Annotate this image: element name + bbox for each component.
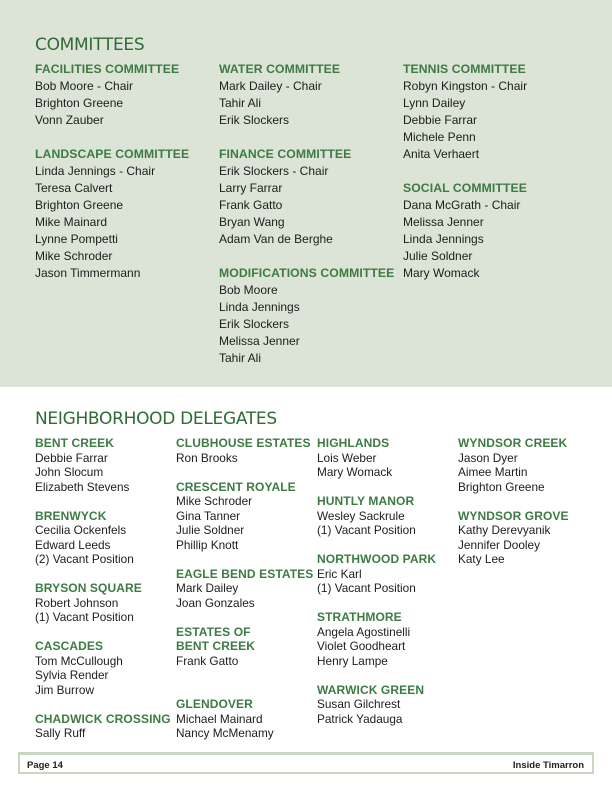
committee-member: Michele Penn <box>403 130 476 144</box>
committee-name: MODIFICATIONS COMMITTEE <box>219 266 395 280</box>
committee-group <box>219 146 394 248</box>
delegate-name: Nancy McMenamy <box>176 726 274 740</box>
committee-group <box>403 180 527 282</box>
committee-group <box>219 265 394 367</box>
neighborhood-group <box>458 509 569 567</box>
committees-column-3 <box>403 61 527 282</box>
delegate-name: Edward Leeds <box>35 537 111 552</box>
delegate-name: Jim Burrow <box>35 682 94 697</box>
committee-member: Lynne Pompetti <box>35 232 118 246</box>
committee-member: Mark Dailey - Chair <box>219 79 322 93</box>
neighborhood-name: WYNDSOR CREEK <box>458 436 568 450</box>
delegate-name: Violet Goodheart <box>317 639 406 653</box>
neighborhood-name: STRATHMORE <box>317 610 402 624</box>
neighborhood-name: BRYSON SQUARE <box>35 581 142 595</box>
committee-name: LANDSCAPE COMMITTEE <box>35 147 190 161</box>
delegate-name: Kathy Derevyanik <box>458 523 551 537</box>
committee-member: Larry Farrar <box>219 181 283 195</box>
committee-member: Bob Moore - Chair <box>35 79 134 93</box>
committee-member: Linda Jennings <box>403 232 484 246</box>
committee-member: Melissa Jenner <box>219 334 300 348</box>
neighborhood-group <box>35 436 171 494</box>
delegate-name: Gina Tanner <box>176 508 241 523</box>
neighborhood-name: CRESCENT ROYALE <box>176 479 296 494</box>
delegate-name: Lois Weber <box>317 450 377 465</box>
committee-member: Dana McGrath - Chair <box>403 198 521 212</box>
neighborhood-name: CHADWICK CROSSING <box>35 711 171 726</box>
committee-member: Erik Slockers - Chair <box>219 164 329 178</box>
neighborhood-name: BENT CREEK <box>35 436 115 450</box>
committee-member: Vonn Zauber <box>35 113 104 127</box>
delegate-name: Brighton Greene <box>458 479 545 494</box>
committee-member: Erik Slockers <box>219 317 290 331</box>
neighborhood-group <box>458 436 569 494</box>
delegate-name: Henry Lampe <box>317 653 388 668</box>
committees-title: COMMITTEES <box>35 35 145 55</box>
delegate-name: Katy Lee <box>458 552 505 566</box>
neighborhood-group <box>317 610 436 668</box>
neighborhood-name: WYNDSOR GROVE <box>458 508 569 523</box>
delegate-name: Sylvia Render <box>35 668 109 682</box>
committee-group <box>35 146 189 282</box>
neighborhood-group <box>176 625 313 683</box>
delegates-column-2 <box>176 436 313 741</box>
neighborhood-group <box>176 567 313 611</box>
committee-member: Bob Moore <box>219 283 278 297</box>
committee-member: Adam Van de Berghe <box>219 232 333 246</box>
neighborhood-group <box>176 697 313 741</box>
delegates-column-4 <box>458 436 569 567</box>
delegate-name: Debbie Farrar <box>35 450 108 465</box>
neighborhood-group <box>35 509 171 567</box>
committee-member: Brighton Greene <box>35 198 124 212</box>
committees-column-2 <box>219 61 394 367</box>
committee-member: Mike Mainard <box>35 215 108 229</box>
committee-member: Mary Womack <box>403 266 480 280</box>
neighborhood-group <box>35 639 171 697</box>
committee-name: SOCIAL COMMITTEE <box>403 181 527 195</box>
delegate-name: John Slocum <box>35 465 104 479</box>
neighborhood-group <box>35 581 171 625</box>
committee-member: Robyn Kingston - Chair <box>403 79 528 93</box>
committee-member: Frank Gatto <box>219 198 283 212</box>
delegate-name: (1) Vacant Position <box>317 523 416 537</box>
delegate-name: Wesley Sackrule <box>317 508 405 523</box>
committee-member: Julie Soldner <box>403 249 473 263</box>
delegate-name: Michael Mainard <box>176 711 263 726</box>
delegate-name: (1) Vacant Position <box>317 581 416 595</box>
delegate-name: Joan Gonzales <box>176 595 255 610</box>
neighborhood-group <box>176 480 313 553</box>
spacer <box>176 668 313 683</box>
publication-name: Inside Timarron <box>512 760 584 771</box>
committee-name: WATER COMMITTEE <box>219 62 341 76</box>
committee-group <box>219 61 394 129</box>
delegate-name: Elizabeth Stevens <box>35 479 130 494</box>
neighborhood-name-line-2: BENT CREEK <box>176 639 256 653</box>
committees-column-1 <box>35 61 189 282</box>
committee-member: Erik Slockers <box>219 113 290 127</box>
committee-group <box>35 61 189 129</box>
committee-member: Linda Jennings <box>219 300 300 314</box>
delegate-name: Jennifer Dooley <box>458 537 540 552</box>
committee-member: Melissa Jenner <box>403 215 484 229</box>
neighborhood-name: HUNTLY MANOR <box>317 494 415 508</box>
delegates-column-3 <box>317 436 436 726</box>
committee-member: Tahir Ali <box>219 96 262 110</box>
committee-member: Teresa Calvert <box>35 181 113 195</box>
neighborhood-name: NORTHWOOD PARK <box>317 552 437 566</box>
neighborhood-group <box>317 683 436 727</box>
neighborhood-group <box>317 436 436 480</box>
neighborhood-name: HIGHLANDS <box>317 436 390 450</box>
delegate-name: (1) Vacant Position <box>35 610 134 624</box>
neighborhood-name: WARWICK GREEN <box>317 682 425 697</box>
delegate-name: Julie Soldner <box>176 523 245 537</box>
neighborhood-name: EAGLE BEND ESTATES <box>176 566 314 581</box>
delegate-name: Aimee Martin <box>458 465 528 479</box>
delegate-name: Susan Gilchrest <box>317 697 401 711</box>
committee-name: FINANCE COMMITTEE <box>219 147 352 161</box>
delegate-name: Sally Ruff <box>35 726 86 740</box>
delegates-column-1 <box>35 436 171 741</box>
committee-member: Jason Timmermann <box>35 266 141 280</box>
neighborhood-group <box>317 552 436 596</box>
neighborhood-group <box>317 494 436 538</box>
committee-member: Mike Schroder <box>35 249 113 263</box>
neighborhood-name: BRENWYCK <box>35 508 107 523</box>
committee-member: Bryan Wang <box>219 215 285 229</box>
neighborhood-name: CLUBHOUSE ESTATES <box>176 436 311 450</box>
committee-name: TENNIS COMMITTEE <box>403 62 526 76</box>
committee-member: Debbie Farrar <box>403 113 478 127</box>
delegate-name: Robert Johnson <box>35 595 119 610</box>
committee-name: FACILITIES COMMITTEE <box>35 62 180 76</box>
delegate-name: Angela Agostinelli <box>317 624 411 639</box>
delegates-title: NEIGHBORHOOD DELEGATES <box>35 409 277 429</box>
committee-member: Linda Jennings - Chair <box>35 164 156 178</box>
committee-member: Tahir Ali <box>219 351 262 365</box>
delegate-name: Eric Karl <box>317 566 362 581</box>
neighborhood-name-line-1: ESTATES OF <box>176 624 251 639</box>
neighborhood-group <box>35 712 171 741</box>
neighborhood-name: GLENDOVER <box>176 697 253 711</box>
delegate-name: Mark Dailey <box>176 581 239 595</box>
page-footer <box>18 752 594 774</box>
delegate-name: Frank Gatto <box>176 653 239 668</box>
neighborhood-name: CASCADES <box>35 639 104 653</box>
committee-member: Brighton Greene <box>35 96 124 110</box>
delegate-name: Ron Brooks <box>176 450 238 465</box>
delegate-name: Cecilia Ockenfels <box>35 523 127 537</box>
delegate-name: Mike Schroder <box>176 494 253 508</box>
committee-member: Anita Verhaert <box>403 147 480 161</box>
delegate-name: Patrick Yadauga <box>317 711 403 726</box>
delegate-name: Phillip Knott <box>176 537 239 552</box>
delegate-name: Mary Womack <box>317 465 393 479</box>
committee-member: Lynn Dailey <box>403 96 466 110</box>
committee-group <box>403 61 527 163</box>
page-number: Page 14 <box>27 760 63 771</box>
delegate-name: Tom McCullough <box>35 653 123 668</box>
delegate-name: (2) Vacant Position <box>35 552 134 566</box>
delegate-name: Jason Dyer <box>458 450 518 465</box>
neighborhood-group <box>176 436 313 465</box>
